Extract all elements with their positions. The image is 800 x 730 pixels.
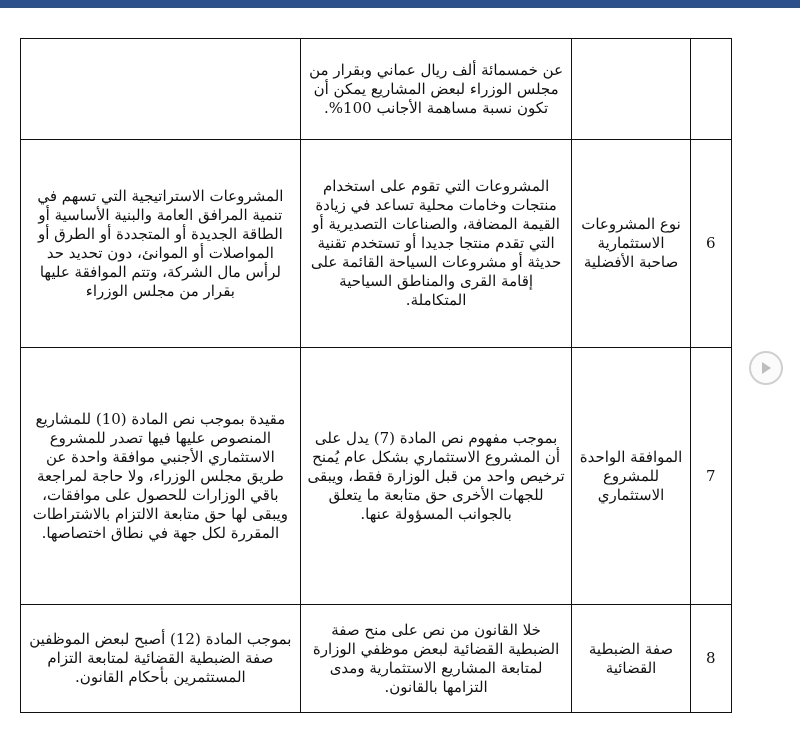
row-number: 7 xyxy=(690,348,731,605)
new-law-cell xyxy=(21,39,301,140)
new-law-cell: بموجب المادة (12) أصبح لبعض الموظفين صفة الضبطية القضائية لمتابعة التزام المستثمرين بأحكام القانون. xyxy=(21,605,301,713)
new-law-cell: مقيدة بموجب نص المادة (10) للمشاريع المنصوص عليها فيها تصدر للمشروع الاستثماري الأجنبي موافقة واحدة عن طريق مجلس الوزراء، ولا حاجة لمراجعة باقي الوزارات للحصول على موافقات، ويبقى لها حق متابعة الالتزام بالاشتراطات المقررة لكل جهة في نطاق اختصاصها. xyxy=(21,348,301,605)
row-item-name xyxy=(572,39,690,140)
row-number: 8 xyxy=(690,605,731,713)
next-page-button[interactable] xyxy=(749,351,783,385)
comparison-table xyxy=(20,38,732,713)
table-row xyxy=(21,140,732,348)
document-page xyxy=(0,8,800,730)
old-law-cell: عن خمسمائة ألف ريال عماني وبقرار من مجلس الوزراء لبعض المشاريع يمكن أن تكون نسبة مساهمة الأجانب 100%. xyxy=(300,39,572,140)
row-item-name: الموافقة الواحدة للمشروع الاستثماري xyxy=(572,348,690,605)
table-row xyxy=(21,348,732,605)
new-law-cell: المشروعات الاستراتيجية التي تسهم في تنمية المرافق العامة والبنية الأساسية أو الطاقة الجديدة أو المتجددة أو الطرق أو المواصلات أو الموانئ، دون تحديد حد لرأس مال الشركة، وتتم الموافقة عليها بقرار من مجلس الوزراء xyxy=(21,140,301,348)
table-row xyxy=(21,39,732,140)
row-number xyxy=(690,39,731,140)
row-item-name: صفة الضبطية القضائية xyxy=(572,605,690,713)
old-law-cell: بموجب مفهوم نص المادة (7) يدل على أن المشروع الاستثماري بشكل عام يُمنح ترخيص واحد من قبل الوزارة فقط، ويبقى للجهات الأخرى حق متابعة ما يتعلق بالجوانب المسؤولة عنها. xyxy=(300,348,572,605)
old-law-cell: المشروعات التي تقوم على استخدام منتجات وخامات محلية تساعد في زيادة القيمة المضافة، والصناعات التصديرية أو التي تقدم منتجا جديدا أو تستخدم تقنية حديثة أو مشروعات السياحة القائمة على إقامة القرى والمناطق السياحية المتكاملة. xyxy=(300,140,572,348)
table-row xyxy=(21,605,732,713)
row-item-name: نوع المشروعات الاستثمارية صاحبة الأفضلية xyxy=(572,140,690,348)
row-number: 6 xyxy=(690,140,731,348)
old-law-cell: خلا القانون من نص على منح صفة الضبطية القضائية لبعض موظفي الوزارة لمتابعة المشاريع الاستثمارية ومدى التزامها بالقانون. xyxy=(300,605,572,713)
play-icon xyxy=(759,361,773,375)
top-bar xyxy=(0,0,800,8)
